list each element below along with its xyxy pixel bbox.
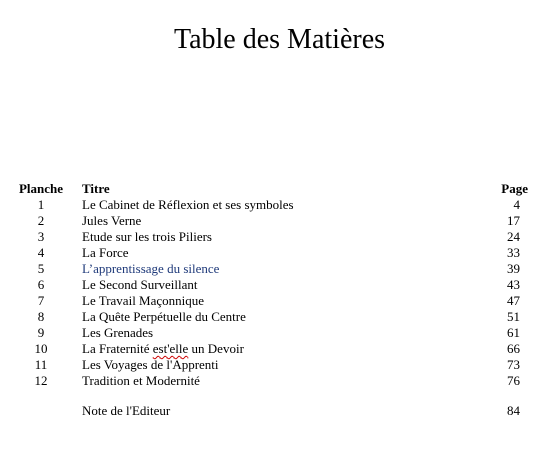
entry-number: 3: [37, 229, 45, 244]
entry-page: 4: [513, 197, 520, 212]
entry-number: 12: [34, 373, 48, 388]
entry-title: Les Voyages de l'Apprenti: [82, 357, 219, 372]
editor-note-title: Note de l'Editeur: [82, 403, 171, 418]
toc-row: [14, 245, 534, 261]
entry-page: 39: [507, 261, 520, 276]
entry-page: 47: [507, 293, 520, 308]
toc-row: [14, 213, 534, 229]
entry-page: 61: [507, 325, 520, 340]
spacer: [14, 389, 534, 403]
header-page: Page: [501, 181, 528, 196]
toc-row: [14, 309, 534, 325]
entry-title: Le Travail Maçonnique: [82, 293, 205, 308]
entry-number: 4: [37, 245, 45, 260]
entry-number: 1: [37, 197, 45, 212]
entry-page: 51: [507, 309, 520, 324]
toc-row: [14, 197, 534, 213]
entry-number: 8: [37, 309, 45, 324]
toc-row: [14, 293, 534, 309]
entry-title: Etude sur les trois Piliers: [82, 229, 212, 244]
toc-row: [14, 325, 534, 341]
toc-row: [14, 341, 534, 357]
entry-number: 5: [37, 261, 45, 276]
entry-number: 9: [37, 325, 45, 340]
spellcheck-flagged-word: est'elle: [152, 341, 189, 356]
entry-page: 24: [507, 229, 520, 244]
entry-page: 17: [507, 213, 520, 228]
entry-title: L’apprentissage du silence: [82, 261, 220, 276]
entry-title: La Quête Perpétuelle du Centre: [82, 309, 246, 324]
entry-title: Tradition et Modernité: [82, 373, 200, 388]
page-title: Table des Matières: [173, 24, 386, 55]
editor-note-page: 84: [507, 403, 520, 418]
entry-title-part: La Fraternité: [82, 341, 153, 356]
toc-row: [14, 357, 534, 373]
entry-number: 6: [37, 277, 45, 292]
entry-title: Jules Verne: [82, 213, 142, 228]
entry-page: 43: [507, 277, 520, 292]
toc-row-editor-note: [14, 403, 534, 419]
entry-title-part: un Devoir: [188, 341, 244, 356]
header-titre: Titre: [82, 181, 110, 196]
entry-number: 11: [34, 357, 48, 372]
entry-title: La Force: [82, 245, 129, 260]
toc-row: [14, 261, 534, 277]
entry-title: Le Second Surveillant: [82, 277, 198, 292]
entry-page: 33: [507, 245, 520, 260]
entry-number: 2: [37, 213, 45, 228]
entry-title: Les Grenades: [82, 325, 154, 340]
toc-row: [14, 277, 534, 293]
entry-number: 10: [34, 341, 48, 356]
toc-row: [14, 373, 534, 389]
entry-page: 66: [507, 341, 520, 356]
entry-title: [82, 341, 244, 357]
table-of-contents: [14, 180, 534, 419]
entry-page: 73: [507, 357, 520, 372]
toc-row: [14, 229, 534, 245]
toc-header-row: [14, 180, 534, 197]
entry-title: Le Cabinet de Réflexion et ses symboles: [82, 197, 294, 212]
header-planche: Planche: [18, 181, 64, 196]
entry-number: 7: [37, 293, 45, 308]
entry-page: 76: [507, 373, 520, 388]
